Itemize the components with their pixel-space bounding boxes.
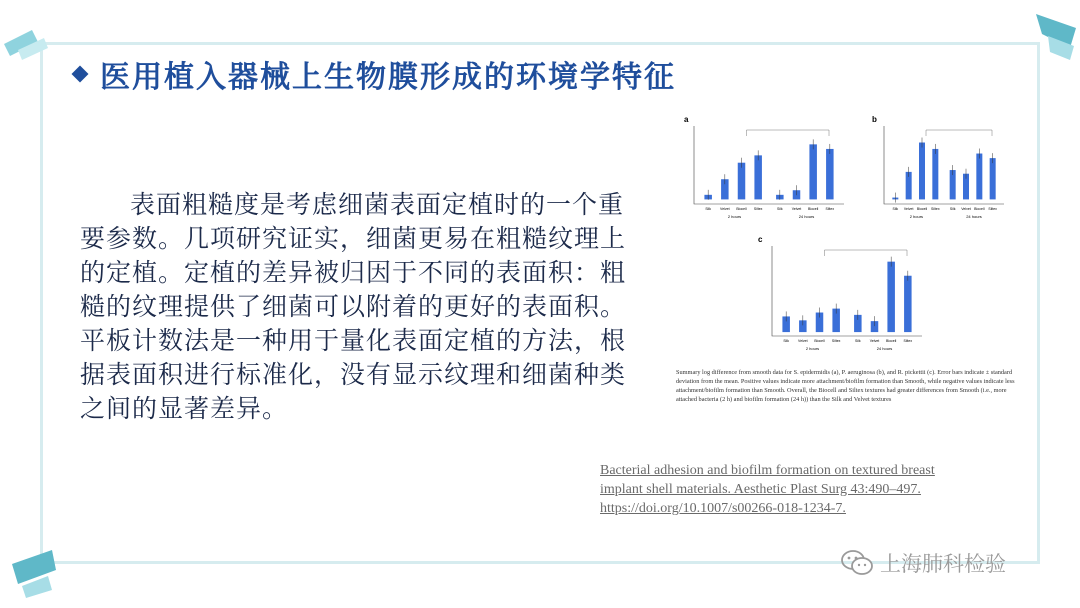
bar-c-7 <box>904 276 912 332</box>
tick-label-b-4: Silk <box>949 207 956 211</box>
group-label-b-1: 24 hours <box>966 214 982 219</box>
group-label-c-0: 2 hours <box>805 346 820 351</box>
bar-b-2 <box>919 143 925 200</box>
tick-label-c-3: Siltex <box>831 339 841 343</box>
body-paragraph: 表面粗糙度是考虑细菌表面定植时的一个重要参数。几项研究证实，细菌更易在粗糙纹理上的定植。定植的差异被归因于不同的表面积：粗糙的纹理提供了细菌可以附着的更好的表面积。平板计数法是一种用于量化表面定植的方法，根据表面积进行标准化，没有显示纹理和细菌种类之间的显著差异。 <box>80 190 627 423</box>
diamond-bullet-icon <box>72 66 89 83</box>
citation-line-1[interactable]: Bacterial adhesion and biofilm formation on textured breast <box>600 463 935 478</box>
tick-label-c-5: Velvet <box>869 339 880 343</box>
panel-label-a: a <box>684 115 689 124</box>
citation-line-2[interactable]: implant shell materials. Aesthetic Plast Surg 43:490–497. <box>600 482 921 497</box>
group-label-b-0: 2 hours <box>909 214 924 219</box>
tick-label-a-2: Biocell <box>736 207 747 211</box>
group-label-a-1: 24 hours <box>798 214 815 219</box>
bar-a-7 <box>826 149 834 199</box>
group-label-c-1: 24 hours <box>876 346 893 351</box>
tick-label-c-1: Velvet <box>798 339 808 343</box>
citation-line-3[interactable]: https://doi.org/10.1007/s00266-018-1234-7. <box>600 501 846 516</box>
tick-label-c-4: Silk <box>855 339 861 343</box>
group-label-a-0: 2 hours <box>727 214 742 219</box>
tick-label-a-7: Siltex <box>825 207 835 211</box>
tick-label-b-5: Velvet <box>961 207 971 211</box>
tick-label-b-0: Silk <box>892 207 899 211</box>
corner-decoration-bottom-left <box>8 542 68 602</box>
tick-label-b-6: Biocell <box>974 207 985 211</box>
tick-label-c-0: Silk <box>783 339 789 343</box>
tick-label-c-2: Biocell <box>814 339 825 343</box>
title-row <box>74 52 676 96</box>
figure-charts <box>676 110 1016 436</box>
tick-label-a-1: Velvet <box>720 207 730 211</box>
bar-b-3 <box>932 149 938 199</box>
bar-c-6 <box>887 262 895 332</box>
tick-label-b-3: Siltex <box>931 207 940 211</box>
figure <box>676 110 1016 436</box>
tick-label-b-7: Siltex <box>988 207 997 211</box>
panel-label-b: b <box>872 115 877 124</box>
bar-a-2 <box>738 163 746 200</box>
corner-decoration-top-right <box>1028 8 1080 68</box>
tick-label-c-6: Biocell <box>886 339 897 343</box>
tick-label-b-1: Velvet <box>903 207 914 211</box>
tick-label-b-2: Biocell <box>916 207 928 211</box>
slide-title: 医用植入器械上生物膜形成的环境学特征 <box>100 60 676 95</box>
panel-label-c: c <box>758 235 763 244</box>
citation[interactable] <box>600 461 1020 518</box>
tick-label-a-4: Silk <box>777 207 783 211</box>
bar-b-7 <box>990 158 996 199</box>
bar-a-6 <box>809 144 817 199</box>
tick-label-a-6: Biocell <box>808 207 819 211</box>
tick-label-a-5: Velvet <box>791 207 802 211</box>
watermark-text: 上海肺科检验 <box>880 552 1006 576</box>
tick-label-a-3: Siltex <box>753 207 763 211</box>
corner-decoration-top-left <box>0 24 54 84</box>
bar-a-3 <box>754 155 762 199</box>
watermark <box>840 548 1006 578</box>
tick-label-c-7: Siltex <box>903 339 913 343</box>
wechat-icon <box>840 549 874 577</box>
tick-label-a-0: Silk <box>705 207 711 211</box>
bar-b-6 <box>976 154 982 200</box>
figure-caption: Summary log difference from smooth data for S. epidermidis (a), P. aeruginosa (b), and R. pickettii (c). Error bars indicate ± standard deviation from the mean. Positive values indicate more attachment/biofilm formation than Smooth, while negative values indicate less attachment/biofilm formation than Smooth. Overall, the Biocell and Siltex textures had greater differences from Smooth (i.e., more attached bacteria (2 h) and biofilm formation (24 h)) than the Silk and Velvet textures <box>676 369 1015 403</box>
